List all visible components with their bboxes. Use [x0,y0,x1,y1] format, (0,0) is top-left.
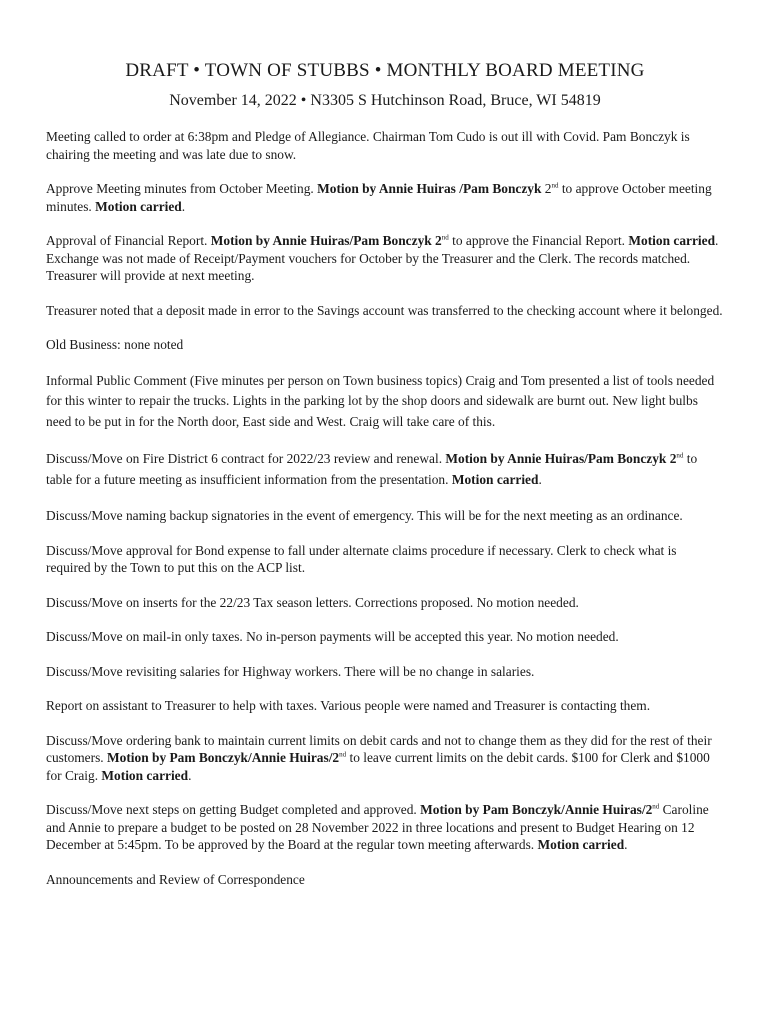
text: to approve October meeting minutes. [46,181,712,214]
text: Approve Meeting minutes from October Meeting. [46,181,318,196]
paragraph-bond-expense: Discuss/Move approval for Bond expense to fall under alternate claims procedure if necessary. Clerk to check what is required by the Town to put this on the ACP list. [46,542,677,575]
text: Discuss/Move on Fire District 6 contract for 2022/23 review and renewal. [46,451,446,466]
text: Discuss/Move ordering bank to maintain current limits on debit cards and not to change them as they did for the rest of their customers. [46,732,712,765]
text: to table for a future meeting as insufficient information from the presentation. [46,451,698,487]
paragraph-financial-report [46,232,724,285]
paragraph-public-comment: Informal Public Comment (Five minutes per person on Town business topics) Craig and Tom presented a list of tools needed for this winter to repair the trucks. Lights in the parking lot by the shop doors and sidewalk are burnt out. New light bulbs need to be put in for the North door, East side and West. Craig will take care of this. [46,372,715,429]
ordinal-suffix: nd [441,233,449,242]
motion-carried: Motion carried [95,198,182,214]
motion-text: Motion by Pam Bonczyk/Annie Huiras/2 [107,750,340,765]
paragraph-highway-salaries: Discuss/Move revisiting salaries for Highway workers. There will be no change in salaries. [46,663,535,679]
motion-carried: Motion carried [451,471,539,487]
paragraph-budget [46,801,724,854]
text: . [538,471,542,487]
paragraph-backup-signatories: Discuss/Move naming backup signatories in the event of emergency. This will be for the next meeting as an ordinance. [46,508,683,523]
motion-text: Motion by Pam Bonczyk/Annie Huiras/2 [420,802,653,817]
paragraph-debit-cards [46,732,724,785]
motion-carried: Motion carried [628,233,716,248]
paragraph-approve-minutes [46,180,724,215]
paragraph-fire-district [46,449,724,490]
motion-text: Motion by Annie Huiras /Pam Bonczyk [317,181,542,196]
paragraph-announcements: Announcements and Review of Correspondence [46,871,305,887]
text: to leave current limits on the debit cards. $100 for Clerk and $1000 for Craig. [46,750,710,783]
text: Caroline and Annie to prepare a budget to be posted on 28 November 2022 in three locations and present to Budget Hearing on 12 December at 5:45pm. To be approved by the Board at the regular town meeting afterwards. [46,802,709,852]
text: Approval of Financial Report. [46,233,211,248]
text: . [188,767,192,783]
paragraph-tax-inserts: Discuss/Move on inserts for the 22/23 Tax season letters. Corrections proposed. No motion needed. [46,594,579,610]
motion-text: Motion by Annie Huiras/Pam Bonczyk 2 [445,451,677,466]
text: to approve the Financial Report. [448,233,629,248]
paragraph-old-business: Old Business: none noted [46,337,184,352]
document-subtitle: November 14, 2022 • N3305 S Hutchinson Road, Bruce, WI 54819 [169,92,601,109]
motion-carried: Motion carried [101,767,189,783]
text: . [624,837,628,852]
paragraph-treasurer-assistant: Report on assistant to Treasurer to help with taxes. Various people were named and Treasurer is contacting them. [46,698,651,713]
text: . [181,198,186,214]
text: 2 [541,181,552,196]
ordinal-suffix: nd [652,802,660,811]
text: . Exchange was not made of Receipt/Payment vouchers for October by the Treasurer and the Clerk. The records matched. Treasurer will provide at next meeting. [46,233,719,283]
text: Discuss/Move next steps on getting Budget completed and approved. [46,802,421,817]
paragraph-mail-in-taxes: Discuss/Move on mail-in only taxes. No in-person payments will be accepted this year. No motion needed. [46,629,619,644]
document-title: DRAFT • TOWN OF STUBBS • MONTHLY BOARD MEETING [125,60,645,81]
motion-text: Motion by Annie Huiras/Pam Bonczyk 2 [210,233,442,248]
paragraph-treasurer-deposit: Treasurer noted that a deposit made in error to the Savings account was transferred to the checking account where it belonged. [46,302,723,318]
ordinal-suffix: nd [676,451,684,460]
ordinal-suffix: nd [339,750,347,759]
ordinal-suffix: nd [551,181,559,190]
motion-carried: Motion carried [537,837,625,852]
paragraph-call-to-order: Meeting called to order at 6:38pm and Pledge of Allegiance. Chairman Tom Cudo is out ill with Covid. Pam Bonczyk is chairing the meeting and was late due to snow. [46,129,690,162]
